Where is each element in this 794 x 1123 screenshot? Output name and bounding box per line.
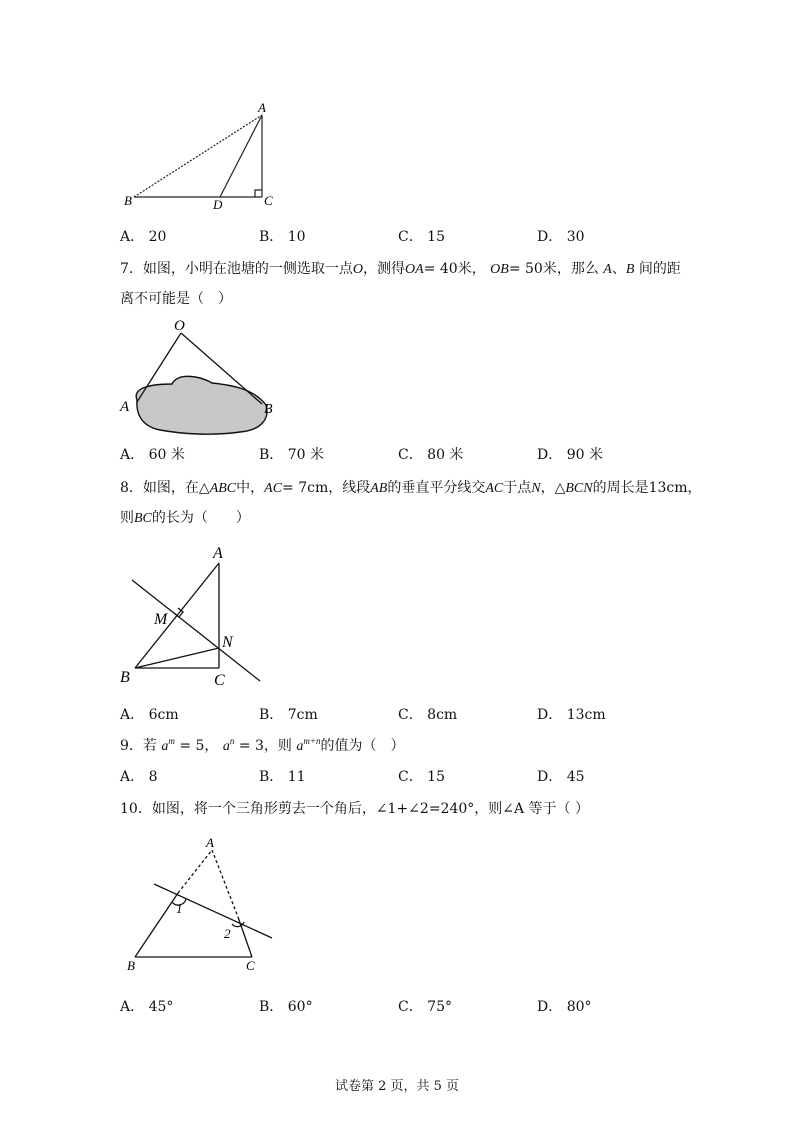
q6-option-d[interactable]: D． 30 [537, 229, 585, 245]
q10-label-angle-1: 1 [176, 901, 183, 916]
q6-option-a[interactable]: A． 20 [120, 229, 167, 245]
q7-label-o: O [174, 318, 185, 334]
q10-option-c[interactable]: C． 75° [398, 999, 452, 1015]
q7-option-c[interactable]: C． 80 米 [398, 447, 464, 463]
q8-label-c: C [214, 672, 225, 689]
q10-dashed-ab [178, 850, 212, 893]
q10-label-c: C [246, 958, 255, 973]
q10-label-angle-2: 2 [224, 926, 231, 941]
q8-label-b: B [120, 669, 130, 686]
q8-option-a[interactable]: A． 6cm [120, 707, 179, 723]
q6-option-c[interactable]: C． 15 [398, 229, 445, 245]
q8-label-n: N [222, 634, 233, 651]
q10-segment-b-cut [135, 893, 178, 957]
q10-stem: 10．如图，将一个三角形剪去一个角后，∠1+∠2=240°，则∠A 等于（ ） [120, 801, 590, 817]
q8-label-a: A [213, 545, 223, 562]
q8-option-c[interactable]: C． 8cm [398, 707, 458, 723]
q8-option-d[interactable]: D． 13cm [537, 707, 606, 723]
q7-stem-line2: 离不可能是（ ） [120, 291, 232, 307]
q10-option-d[interactable]: D． 80° [537, 999, 592, 1015]
q7-option-a[interactable]: A． 60 米 [120, 447, 185, 463]
q8-option-b[interactable]: B． 7cm [259, 707, 318, 723]
q8-stem-line1: 8．如图，在△ABC中，AC= 7cm，线段AB的垂直平分线交AC于点N，△BCN的周长是13cm， [120, 480, 702, 496]
q7-option-d[interactable]: D． 90 米 [537, 447, 603, 463]
q6-label-b: B [124, 193, 132, 208]
page-footer: 试卷第 2 页，共 5 页 [334, 1079, 460, 1094]
q7-option-b[interactable]: B． 70 米 [259, 447, 325, 463]
q10-option-a[interactable]: A． 45° [120, 999, 174, 1015]
q7-label-b: B [264, 402, 273, 417]
q10-cut-line [154, 884, 272, 938]
q9-option-b[interactable]: B． 11 [259, 769, 306, 785]
q9-option-d[interactable]: D． 45 [537, 769, 585, 785]
q10-option-b[interactable]: B． 60° [259, 999, 313, 1015]
q8-label-m: M [154, 611, 168, 628]
q9-option-c[interactable]: C． 15 [398, 769, 445, 785]
q7-stem-line1: 7．如图，小明在池塘的一侧选取一点O，测得OA= 40米， OB= 50米，那么 A、B 间的距 [120, 261, 681, 277]
q10-label-a: A [206, 835, 214, 850]
q9-option-a[interactable]: A． 8 [120, 769, 158, 785]
q8-stem-line2: 则BC的长为（ ） [120, 510, 250, 526]
q10-label-b: B [127, 958, 135, 973]
q6-label-a: A [258, 100, 266, 115]
q9-stem: 9．若 $a^m = 5$， $a^n = 3$，则 $a^{m+n}$的值为（ ） [120, 736, 405, 754]
q7-label-a: A [120, 399, 130, 415]
q6-label-d: D [213, 197, 223, 212]
q6-label-c: C [264, 193, 273, 208]
q6-option-b[interactable]: B． 10 [259, 229, 306, 245]
q10-dashed-ac [212, 850, 238, 917]
